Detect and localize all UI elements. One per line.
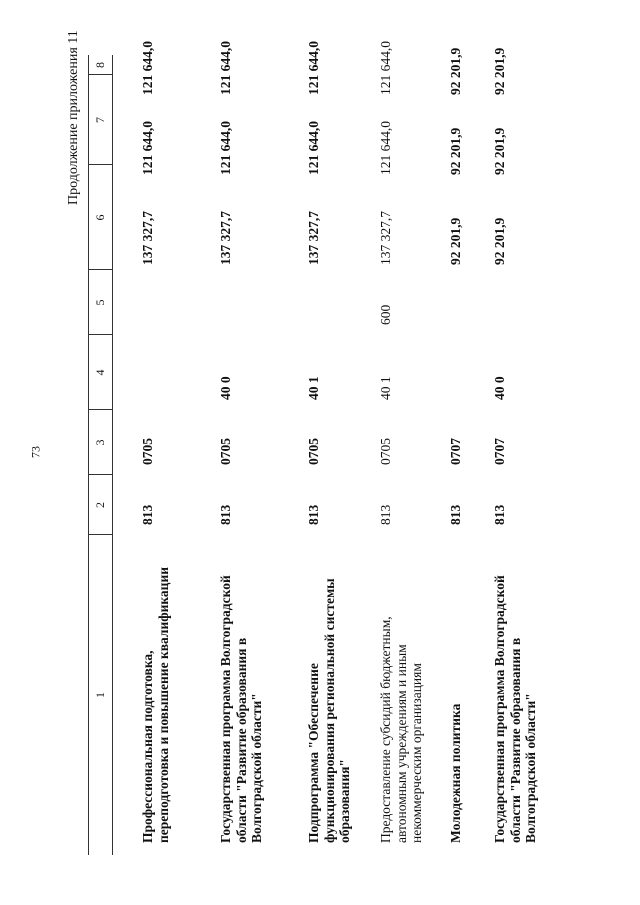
row-amount-7: 92 201,9 [492,127,507,175]
row-code-ministry: 813 [378,504,393,525]
row-name: Государственная программа Волгоградской области "Развитие образования в Волгоградской области" [218,575,264,843]
row-amount-7: 121 644,0 [140,121,155,175]
row-amount-6: 92 201,9 [448,217,463,265]
header-col-7: 7 [93,117,107,123]
row-code-ministry: 813 [140,504,155,525]
row-amount-8: 121 644,0 [306,41,321,95]
row-code-program: 40 0 [218,376,233,400]
row-code-ministry: 813 [218,504,233,525]
header-divider [88,74,112,75]
row-code-program: 40 1 [378,376,393,400]
row-code-section: 0705 [378,438,393,465]
row-amount-7: 121 644,0 [378,121,393,175]
row-amount-8: 121 644,0 [140,41,155,95]
row-code-ministry: 813 [306,504,321,525]
row-code-section: 0705 [306,438,321,465]
row-code-expense: 600 [378,304,393,325]
row-code-section: 0707 [492,438,507,465]
row-amount-6: 137 327,7 [218,211,233,265]
header-col-6: 6 [93,214,107,221]
header-bottom-border [112,55,113,855]
row-amount-6: 137 327,7 [378,211,393,265]
row-amount-7: 92 201,9 [448,127,463,175]
row-code-section: 0705 [218,438,233,465]
row-code-ministry: 813 [448,504,463,525]
row-name: Подпрограмма "Обеспечение функционирования региональной системы образования" [306,578,352,843]
row-amount-6: 137 327,7 [306,211,321,265]
header-divider [88,164,112,165]
row-code-program: 40 0 [492,376,507,400]
row-code-ministry: 813 [492,504,507,525]
page-number: 73 [28,446,43,458]
row-amount-7: 121 644,0 [306,121,321,175]
row-amount-8: 92 201,9 [492,47,507,95]
row-name: Предоставление субсидий бюджетным, автономным учреждениям и иным некоммерческим организациям [378,616,424,843]
header-col-4: 4 [93,369,107,376]
row-code-section: 0707 [448,438,463,465]
row-code-program: 40 1 [306,376,321,400]
row-name: Молодежная политика [448,703,463,843]
row-amount-8: 121 644,0 [378,41,393,95]
row-amount-6: 137 327,7 [140,211,155,265]
header-col-5: 5 [93,299,107,306]
row-amount-8: 92 201,9 [448,47,463,95]
header-col-1: 1 [93,692,107,698]
row-name: Профессиональная подготовка, переподготовка и повышение квалификации [140,566,171,843]
header-col-8: 8 [93,62,107,68]
appendix-label: Продолжение приложения 11 [66,30,81,205]
row-amount-8: 121 644,0 [218,41,233,95]
row-code-section: 0705 [140,438,155,465]
row-amount-6: 92 201,9 [492,217,507,265]
row-name: Государственная программа Волгоградской области "Развитие образования в Волгоградской области" [492,575,538,843]
row-amount-7: 121 644,0 [218,121,233,175]
header-col-3: 3 [93,439,107,446]
header-col-2: 2 [93,502,107,508]
